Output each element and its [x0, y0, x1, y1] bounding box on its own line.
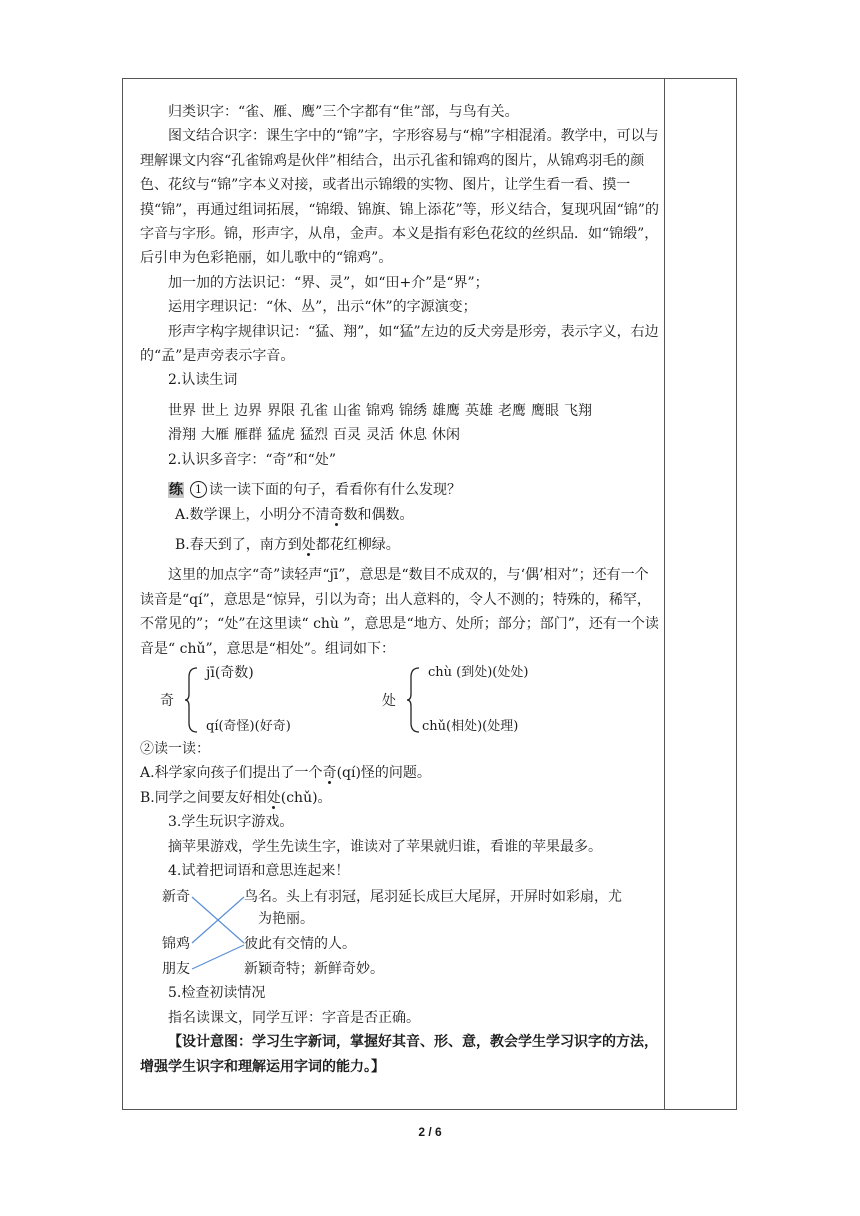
left-brace-icon [406, 667, 420, 733]
sentence-a: A.数学课上，小明分不清奇数和偶数。 [175, 506, 414, 523]
para-zili: 运用字理识记：“休、丛”，出示“休”的字源演变； [168, 299, 477, 316]
para-jiayijia: 加一加的方法识记：“界、灵”，如“田+介”是“界”； [168, 274, 489, 291]
left-brace-icon [184, 667, 198, 733]
lian-badge: 练 [168, 482, 183, 499]
match-meaning-3: 新颖奇特；新鲜奇妙。 [244, 961, 384, 978]
match-word-3: 朋友 [162, 961, 190, 978]
heading-4: 4.试着把词语和意思连起来！ [168, 862, 350, 879]
para-game: 摘苹果游戏，学生先读生字，谁读对了苹果就归谁，看谁的苹果最多。 [168, 838, 602, 855]
chu-reading-bottom: chǔ(相处)(处理) [422, 718, 519, 734]
qi-reading-bottom: qí(奇怪)(好奇) [206, 718, 291, 734]
brace-char-qi: 奇 [160, 692, 174, 709]
read2-a: A.科学家向孩子们提出了一个奇(qí)怪的问题。 [140, 765, 431, 782]
emphasis-dot-char: 奇 [329, 506, 344, 523]
heading-5: 5.检查初读情况 [168, 985, 266, 1002]
match-word-2: 锦鸡 [162, 936, 190, 953]
circled-number-1: 1 [190, 481, 207, 498]
read2-title: ②读一读： [140, 740, 210, 757]
para-explain: 这里的加点字“奇”读轻声“jī”，意思是“数目不成双的，与‘偶’相对”；还有一个读音是“qí”，意思是“惊异，引以为奇；出人意料的，令人不测的；特殊的，稀罕，不常见的”；“处”在这里读“ chù ”，意思是“地方、处所；部分；部门”，还有一个读音是“ chǔ”，意思是“相处”。组词如下： [140, 567, 659, 657]
emphasis-dot-char: 奇 [322, 765, 337, 782]
emphasis-dot-char: 处 [266, 789, 281, 806]
match-meaning-2: 彼此有交情的人。 [244, 936, 356, 953]
para-check: 指名读课文，同学互评：字音是否正确。 [168, 1009, 420, 1026]
exercise-intro: 练 1 读一读下面的句子，看看你有什么发现？ [168, 482, 461, 499]
para-tuwen: 图文结合识字：课生字中的“锦”字，字形容易与“棉”字相混淆。教学中，可以与理解课文内容“孔雀锦鸡是伙伴”相结合，出示孔雀和锦鸡的图片，从锦鸡羽毛的颜色、花纹与“锦”字本义对接，或者出示锦缎的实物、图片，让学生看一看、摸一摸“锦”，再通过组词拓展，“锦缎、锦旗、锦上添花”等，形义结合，复现巩固“锦”的字音与字形。锦，形声字，从帛，金声。本义是指有彩色花纹的丝织品．如“锦缎”，后引申为色彩艳丽，如儿歌中的“锦鸡”。 [140, 128, 659, 267]
word-list-line-2: 滑翔 大雁 雁群 猛虎 猛烈 百灵 灵活 休息 休闲 [168, 427, 460, 444]
page-number: 2 / 6 [418, 1125, 442, 1139]
qi-reading-top: jī(奇数) [206, 664, 254, 681]
match-word-1: 新奇 [162, 889, 190, 906]
emphasis-dot-char: 处 [301, 536, 316, 553]
heading-2: 2.认读生词 [168, 372, 238, 389]
read2-b: B.同学之间要友好相处(chǔ)。 [140, 789, 332, 806]
lesson-content [140, 100, 660, 1079]
word-list-line-1: 世界 世上 边界 界限 孔雀 山雀 锦鸡 锦绣 雄鹰 英雄 老鹰 鹰眼 飞翔 [168, 402, 592, 419]
chu-reading-top: chù (到处)(处处) [428, 664, 529, 680]
match-meaning-1b: 为艳丽。 [258, 911, 314, 928]
para-guilei: 归类识字：“雀、雁、鹰”三个字都有“隹”部，与鸟有关。 [168, 104, 519, 120]
polyphone-brace-block [140, 665, 660, 737]
design-intent: 【设计意图：学习生字新词，掌握好其音、形、意，教会学生学习识字的方法，增强学生识字和理解运用字词的能力。】 [140, 1034, 658, 1075]
para-xingsheng: 形声字构字规律识记：“猛、翔”，如“猛”左边的反犬旁是形旁，表示字义，右边的“孟”是声旁表示字音。 [140, 323, 659, 365]
match-meaning-1a: 鸟名。头上有羽冠，尾羽延长成巨大尾屏，开屏时如彩扇，尤 [244, 889, 622, 906]
design-label: 【设计意图： [168, 1034, 252, 1051]
brace-char-chu: 处 [382, 692, 396, 709]
word-match-exercise [140, 885, 660, 981]
table-column-divider [664, 78, 665, 1110]
sentence-b: B.春天到了，南方到处都花红柳绿。 [175, 536, 400, 553]
heading-3: 3.学生玩识字游戏。 [168, 814, 294, 831]
match-lines [140, 885, 250, 981]
heading-duoyin: 2.认识多音字：“奇”和“处” [168, 451, 336, 468]
